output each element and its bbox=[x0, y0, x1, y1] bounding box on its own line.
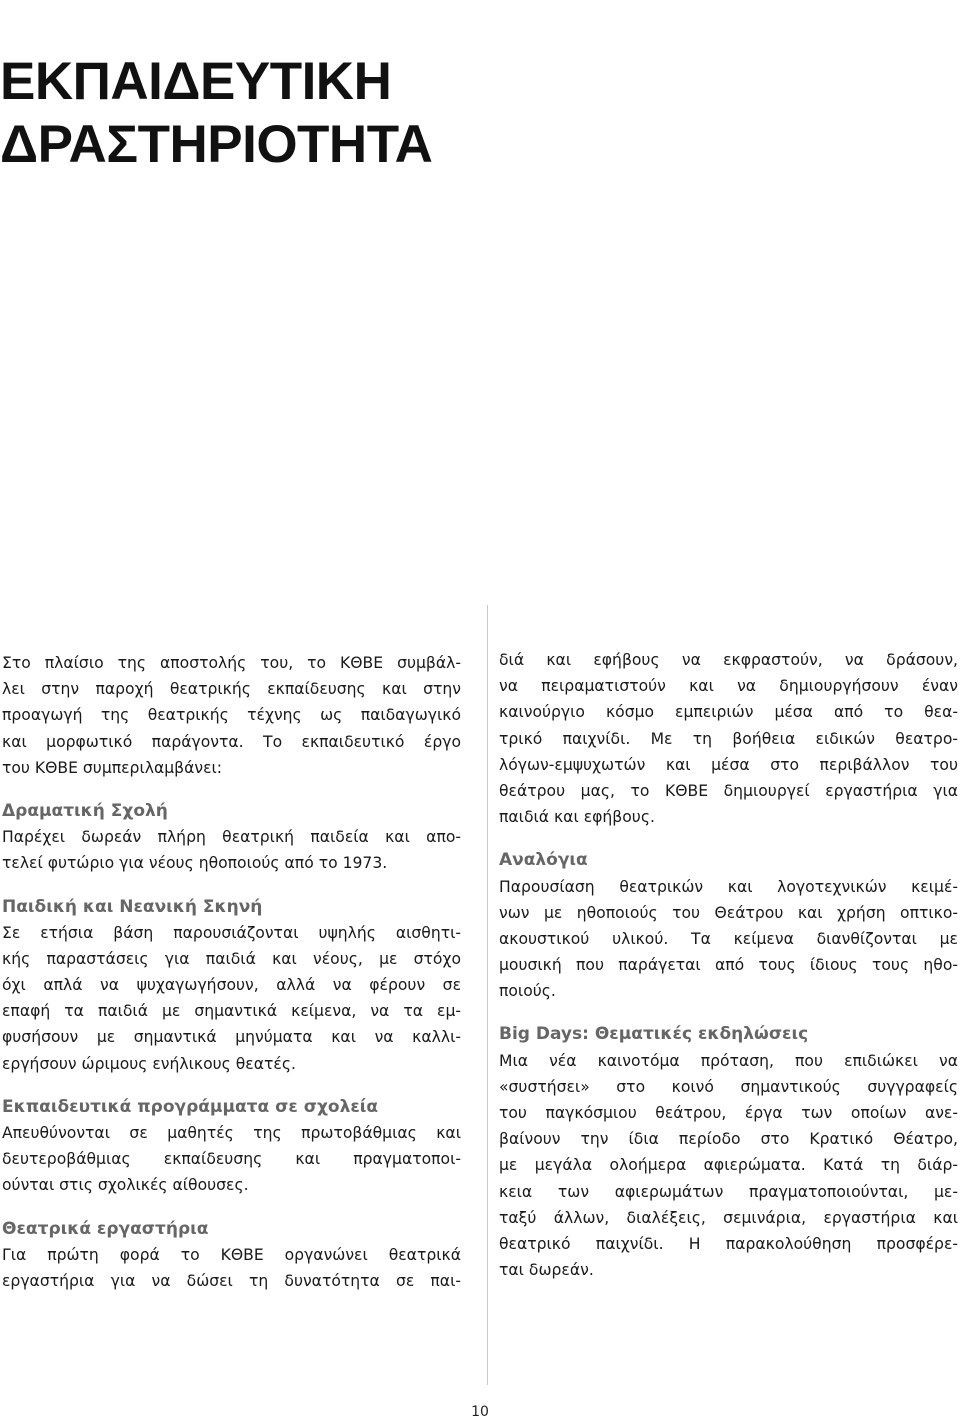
text-line: προαγωγή της θεατρικής τέχνης ως παιδαγωγικό bbox=[2, 706, 461, 725]
text-line: Για πρώτη φορά το ΚΘΒΕ οργανώνει θεατρικά bbox=[2, 1245, 461, 1264]
text-line: και μορφωτικό παράγοντα. Το εκπαιδευτικό έργο bbox=[2, 732, 461, 751]
text-line: εργήσουν ώριμους ενήλικους θεατές. bbox=[2, 1054, 296, 1073]
section-drama-school bbox=[2, 798, 461, 877]
text-line: ται δωρεάν. bbox=[499, 1261, 594, 1280]
page-title bbox=[0, 50, 432, 176]
page-title-line-2: ΔΡΑΣΤΗΡΙΟΤΗΤΑ bbox=[0, 115, 433, 174]
section-heading: Θεατρικά εργαστήρια bbox=[2, 1218, 209, 1239]
right-column bbox=[499, 647, 958, 1283]
text-line: Απευθύνονται σε μαθητές της πρωτοβάθμιας και bbox=[2, 1124, 461, 1142]
text-line: ακουστικού υλικού. Τα κείμενα διανθίζονται με bbox=[499, 929, 958, 948]
section-heading: Παιδική και Νεανική Σκηνή bbox=[2, 896, 263, 917]
intro-paragraph bbox=[2, 650, 461, 781]
section-big-days bbox=[499, 1021, 958, 1283]
text-line: τρικό παιχνίδι. Με τη βοήθεια ειδικών θεατρο- bbox=[499, 729, 958, 748]
workshops-continuation bbox=[499, 647, 958, 830]
text-line: του ΚΘΒΕ συμπεριλαμβάνει: bbox=[2, 758, 223, 777]
text-line: ούνται στις σχολικές αίθουσες. bbox=[2, 1176, 249, 1195]
section-heading: Δραματική Σχολή bbox=[2, 800, 168, 821]
text-line: τελεί φυτώριο για νέους ηθοποιούς από το 1973. bbox=[2, 854, 388, 873]
text-line: «συστήσει» στο κοινό σημαντικούς συγγραφείς bbox=[499, 1077, 958, 1096]
section-heading: Αναλόγια bbox=[499, 850, 588, 871]
section-theatre-workshops bbox=[2, 1216, 461, 1295]
section-heading: Big Days: Θεματικές εκδηλώσεις bbox=[499, 1024, 809, 1045]
text-line: λει στην παροχή θεατρικής εκπαίδευσης και στην bbox=[2, 680, 461, 699]
text-line: θεατρικό παιχνίδι. Η παρακολούθηση προσφέρε- bbox=[499, 1234, 958, 1253]
page-number: 10 bbox=[471, 1404, 489, 1420]
text-line: θεάτρου μας, το ΚΘΒΕ δημιουργεί εργαστήρια για bbox=[499, 781, 958, 800]
text-line: Μια νέα καινοτόμα πρόταση, που επιδιώκει να bbox=[499, 1051, 958, 1070]
text-line: νων με ηθοποιούς του Θεάτρου και χρήση οπτικο- bbox=[499, 903, 958, 922]
text-line: Σε ετήσια βάση παρουσιάζονται υψηλής αισθητι- bbox=[2, 923, 461, 942]
text-line: Στο πλαίσιο της αποστολής του, το ΚΘΒΕ συμβάλ- bbox=[2, 654, 461, 672]
section-school-programs bbox=[2, 1094, 461, 1199]
text-line: λόγων-εμψυχωτών και μέσα στο περιβάλλον του bbox=[499, 755, 958, 774]
text-line: φυσήσουν με σημαντικά μηνύματα και να καλλι- bbox=[2, 1028, 461, 1047]
text-line: δευτεροβάθμιας εκπαίδευσης και πραγματοποι- bbox=[2, 1150, 461, 1169]
left-column bbox=[2, 650, 461, 1294]
text-line: παιδιά και εφήβους. bbox=[499, 808, 655, 827]
text-line: να πειραματιστούν και να δημιουργήσουν έναν bbox=[499, 677, 958, 696]
text-line: με μεγάλα ολοήμερα αφιερώματα. Κατά τη διάρ- bbox=[499, 1156, 958, 1175]
text-line: διά και εφήβους να εκφραστούν, να δράσουν, bbox=[499, 651, 958, 669]
text-line: όχι απλά να ψυχαγωγήσουν, αλλά να φέρουν σε bbox=[2, 976, 461, 995]
page-title-line-1: ΕΚΠΑΙΔΕΥΤΙΚΗ bbox=[0, 52, 392, 111]
text-line: εργαστήρια για να δώσει τη δυνατότητα σε παι- bbox=[2, 1271, 461, 1290]
text-line: επαφή τα παιδιά με σημαντικά κείμενα, να τα εμ- bbox=[2, 1002, 461, 1021]
text-line: καινούργιο κόσμο εμπειριών μέσα από το θεα- bbox=[499, 703, 958, 722]
text-line: Παρουσίαση θεατρικών και λογοτεχνικών κειμέ- bbox=[499, 877, 958, 896]
text-line: μουσική που παράγεται από τους ίδιους τους ηθο- bbox=[499, 956, 958, 975]
section-readings bbox=[499, 847, 958, 1004]
text-line: του παγκόσμιου θεάτρου, έργα των οποίων ανε- bbox=[499, 1104, 958, 1122]
column-divider bbox=[487, 605, 488, 1385]
text-line: κεια των αφιερωμάτων πραγματοποιούνται, με- bbox=[499, 1182, 958, 1201]
text-line: ταξύ άλλων, διαλέξεις, σεμινάρια, εργαστήρια και bbox=[499, 1208, 958, 1227]
section-children-stage bbox=[2, 894, 461, 1077]
text-line: βαίνουν την ίδια περίοδο στο Κρατικό Θέατρο, bbox=[499, 1130, 958, 1149]
text-line: Παρέχει δωρεάν πλήρη θεατρική παιδεία και απο- bbox=[2, 828, 461, 847]
text-line: ποιούς. bbox=[499, 982, 556, 1001]
text-line: κής παραστάσεις για παιδιά και νέους, με στόχο bbox=[2, 949, 461, 968]
section-heading: Εκπαιδευτικά προγράμματα σε σχολεία bbox=[2, 1096, 379, 1117]
